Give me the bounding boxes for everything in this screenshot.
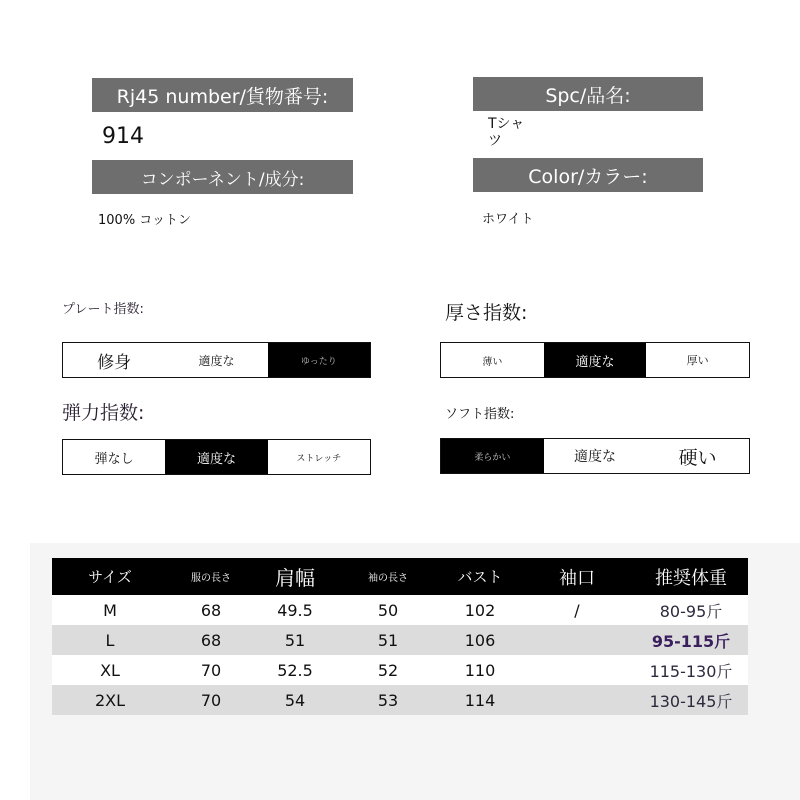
header-bust: バスト <box>440 558 520 595</box>
spc-value: Tシャツ <box>488 116 525 149</box>
table-row <box>52 595 748 625</box>
header-cuff: 袖口 <box>520 558 634 595</box>
cell-shoulder: 52.5 <box>254 655 336 685</box>
cell-bust: 102 <box>440 595 520 625</box>
header-weight: 推奨体重 <box>634 558 748 595</box>
cell-sleeve: 53 <box>336 685 440 715</box>
plate-option-loose: ゆったり <box>268 343 370 377</box>
cell-size: L <box>52 625 168 655</box>
component-label-text: コンポーネント/成分: <box>140 169 305 190</box>
table-row <box>52 655 748 685</box>
component-label <box>92 160 353 194</box>
size-table <box>52 558 748 715</box>
thickness-index-title: 厚さ指数: <box>445 302 528 324</box>
cell-length: 68 <box>168 625 254 655</box>
elasticity-index-scale <box>62 439 371 475</box>
softness-option-moderate: 適度な <box>574 449 616 465</box>
cell-cuff <box>520 625 634 655</box>
elasticity-option-moderate: 適度な <box>165 440 267 474</box>
cell-sleeve: 51 <box>336 625 440 655</box>
thickness-option-thick: 厚い <box>686 354 709 367</box>
header-length: 服の長さ <box>168 558 254 595</box>
softness-index-scale <box>440 438 750 474</box>
cell-length: 70 <box>168 655 254 685</box>
thickness-index-scale <box>440 342 750 378</box>
cell-length: 70 <box>168 685 254 715</box>
elasticity-index-title: 弾力指数: <box>62 402 145 424</box>
rj45-number-value: 914 <box>102 124 144 149</box>
cell-weight: 80-95斤 <box>634 595 748 625</box>
cell-bust: 110 <box>440 655 520 685</box>
cell-weight: 115-130斤 <box>634 655 748 685</box>
thickness-option-moderate: 適度な <box>544 343 647 377</box>
softness-option-soft: 柔らかい <box>441 439 544 473</box>
cell-cuff <box>520 655 634 685</box>
spc-label-text: Spc/品名: <box>545 84 631 107</box>
cell-weight: 130-145斤 <box>634 685 748 715</box>
elasticity-option-stretch: ストレッチ <box>296 453 342 464</box>
cell-shoulder: 54 <box>254 685 336 715</box>
elasticity-option-none: 弾なし <box>94 451 134 467</box>
cell-size: M <box>52 595 168 625</box>
cell-cuff <box>520 685 634 715</box>
table-row <box>52 685 748 715</box>
color-label-text: Color/カラー: <box>528 165 648 188</box>
plate-index-scale <box>62 342 371 378</box>
cell-sleeve: 52 <box>336 655 440 685</box>
cell-shoulder: 51 <box>254 625 336 655</box>
header-shoulder: 肩幅 <box>254 558 336 595</box>
header-sleeve: 袖の長さ <box>336 558 440 595</box>
softness-option-hard: 硬い <box>678 446 717 469</box>
thickness-option-thin: 薄い <box>482 356 503 368</box>
size-table-header-row <box>52 558 748 595</box>
plate-index-title: プレート指数: <box>62 302 144 317</box>
cell-length: 68 <box>168 595 254 625</box>
softness-index-title: ソフト指数: <box>445 407 515 422</box>
cell-weight: 95-115斤 <box>634 625 748 655</box>
spc-label <box>473 77 703 111</box>
rj45-number-label-text: Rj45 number/貨物番号: <box>116 85 329 108</box>
color-label <box>473 158 703 192</box>
header-size: サイズ <box>52 558 168 595</box>
rj45-number-label <box>92 78 353 112</box>
cell-sleeve: 50 <box>336 595 440 625</box>
table-row <box>52 625 748 655</box>
cell-bust: 114 <box>440 685 520 715</box>
cell-size: XL <box>52 655 168 685</box>
cell-cuff: / <box>520 595 634 625</box>
plate-option-fitted: 修身 <box>97 352 132 373</box>
component-value: 100% コットン <box>98 213 192 228</box>
plate-option-moderate: 適度な <box>198 353 235 368</box>
color-value: ホワイト <box>482 212 534 227</box>
cell-bust: 106 <box>440 625 520 655</box>
cell-shoulder: 49.5 <box>254 595 336 625</box>
cell-size: 2XL <box>52 685 168 715</box>
